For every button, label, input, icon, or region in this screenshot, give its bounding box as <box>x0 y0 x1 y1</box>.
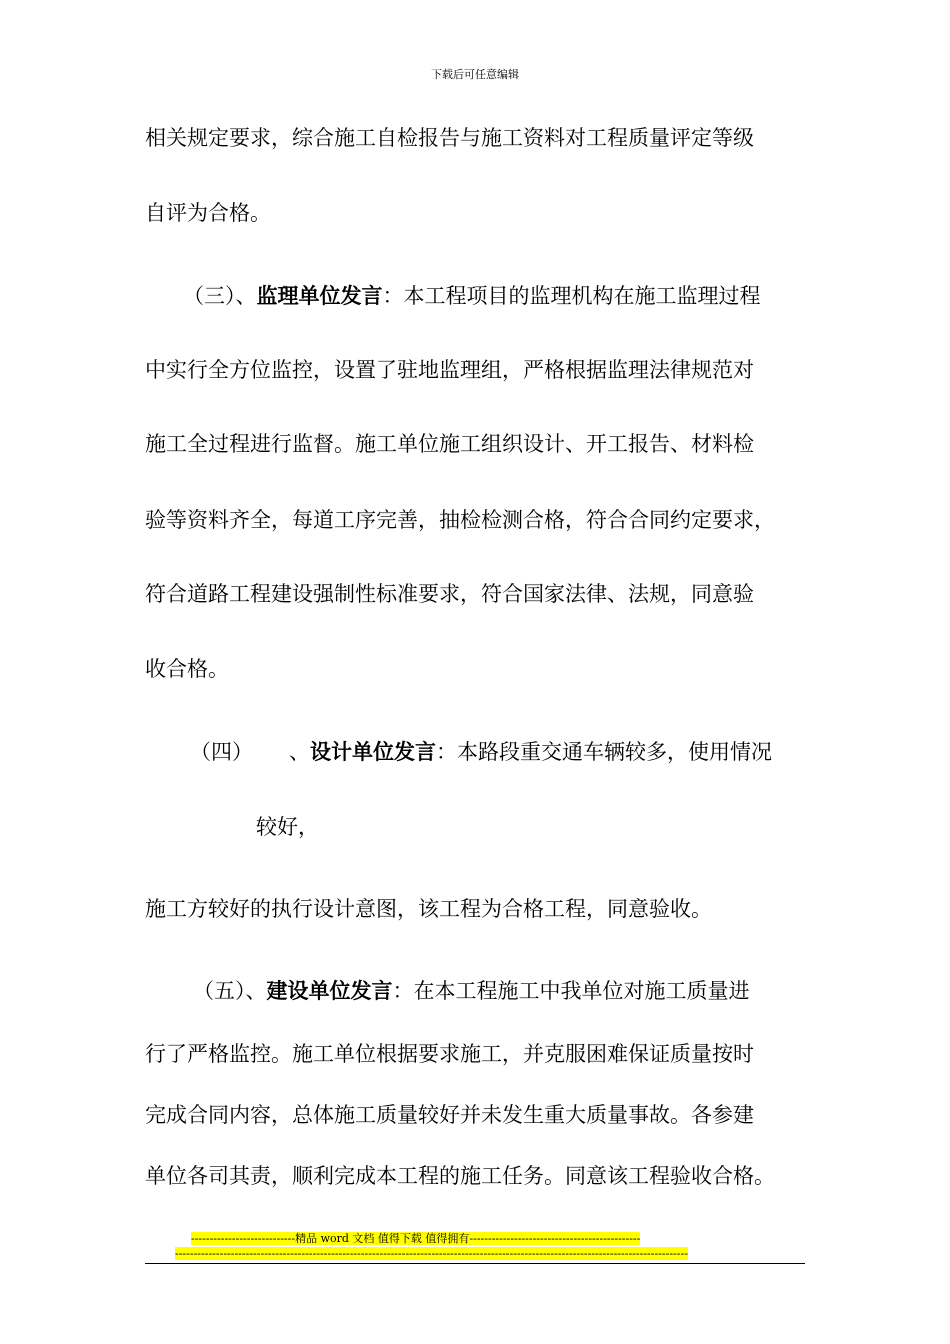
section-text: ：在本工程施工中我单位对施工质量进 <box>392 979 750 1003</box>
section-text: ：本路段重交通车辆较多，使用情况 <box>436 740 772 764</box>
section-number: （三）、 <box>183 284 257 308</box>
footer-divider <box>145 1263 805 1264</box>
paragraph-line: 施工方较好的执行设计意图，该工程为合格工程，同意验收。 <box>145 897 712 921</box>
section-separator: 、 <box>289 740 310 764</box>
section-title: 建设单位发言 <box>266 978 393 1003</box>
paragraph-line: 完成合同内容，总体施工质量较好并未发生重大质量事故。各参建 <box>145 1103 754 1127</box>
paragraph-line: 较好， <box>256 815 319 839</box>
paragraph-line: 行了严格监控。施工单位根据要求施工，并克服困难保证质量按时 <box>145 1042 754 1066</box>
paragraph-line: 中实行全方位监控，设置了驻地监理组，严格根据监理法律规范对 <box>145 358 754 382</box>
footer-banner-line: ----------------------------精品 word 文档 值得下载 值得拥有---------------------------------------------- <box>191 1232 641 1245</box>
paragraph-line: 施工全过程进行监督。施工单位施工组织设计、开工报告、材料检 <box>145 432 754 456</box>
section-number: （五）、 <box>193 979 267 1003</box>
section-text: ：本工程项目的监理机构在施工监理过程 <box>382 284 761 308</box>
section-number: （四） <box>190 740 253 764</box>
paragraph-line: 收合格。 <box>145 657 229 681</box>
section-heading-owner <box>193 979 750 1003</box>
paragraph-line: 单位各司其责，顺利完成本工程的施工任务。同意该工程验收合格。 <box>145 1164 775 1188</box>
section-heading-supervision <box>183 284 761 308</box>
page-header-note: 下载后可任意编辑 <box>431 68 519 81</box>
paragraph-line: 验等资料齐全，每道工序完善，抽检检测合格，符合合同约定要求， <box>145 508 775 532</box>
paragraph-line: 相关规定要求，综合施工自检报告与施工资料对工程质量评定等级 <box>145 126 754 150</box>
section-title: 监理单位发言 <box>256 283 383 308</box>
footer-banner-line: ------------------------------------------------------------------------------------------------------------------------------------------ <box>175 1247 688 1260</box>
section-title: 设计单位发言 <box>310 739 436 764</box>
paragraph-line: 自评为合格。 <box>145 201 271 225</box>
paragraph-line: 符合道路工程建设强制性标准要求，符合国家法律、法规，同意验 <box>145 582 754 606</box>
section-heading-design <box>190 740 772 764</box>
